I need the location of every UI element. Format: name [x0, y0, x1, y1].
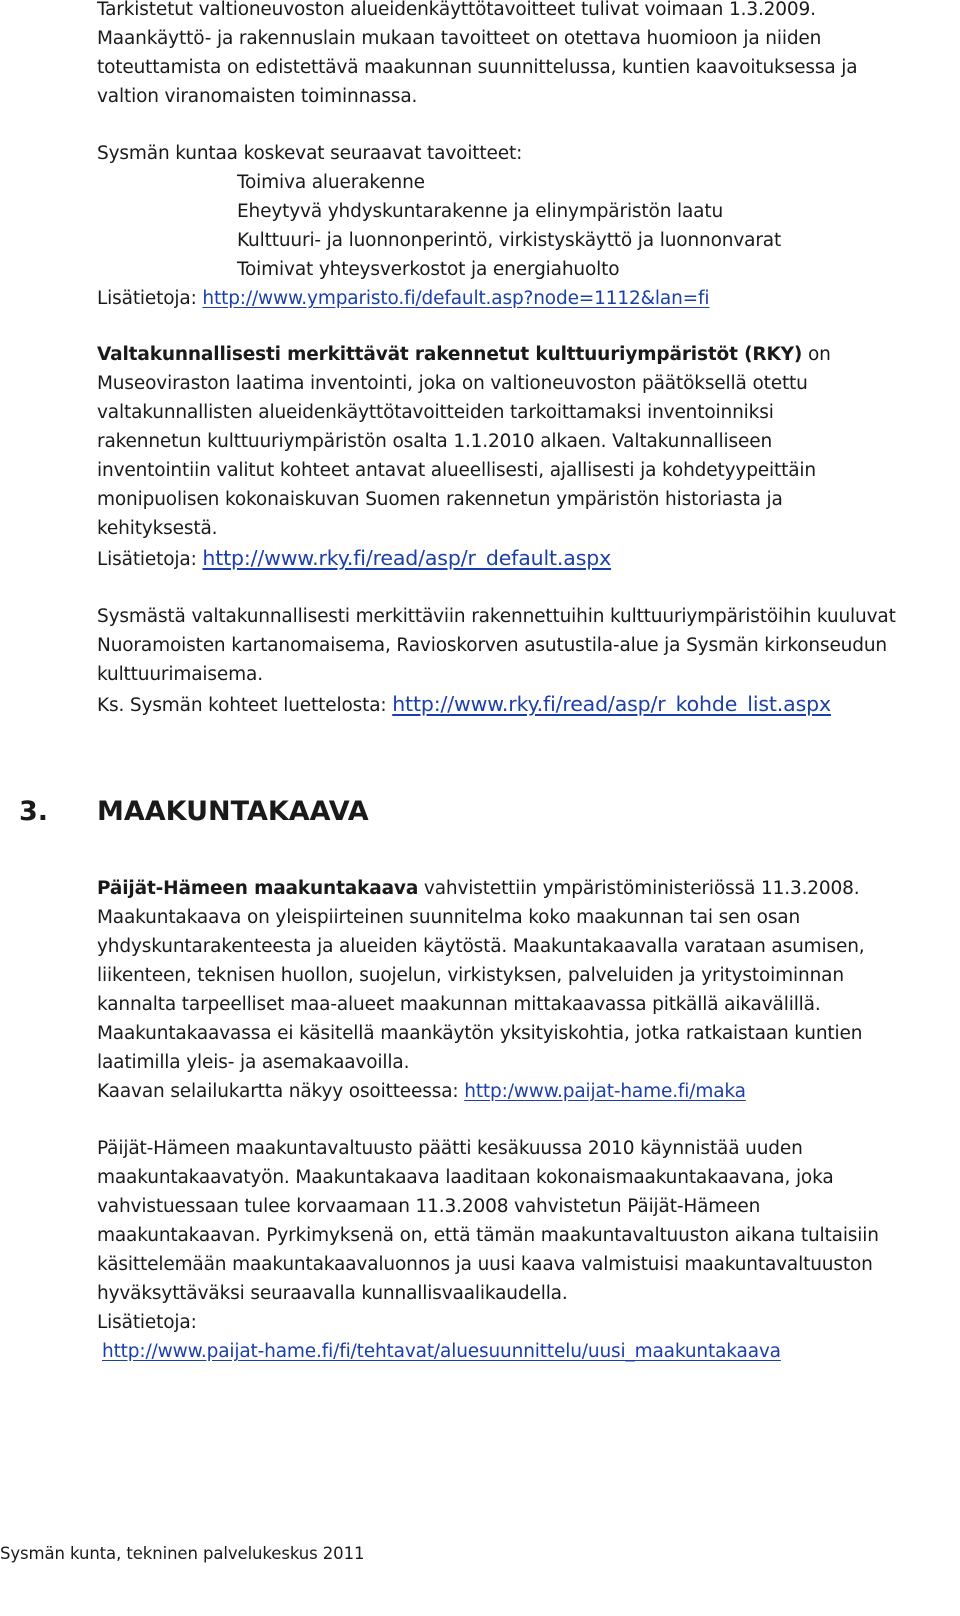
section-number: 3. — [19, 796, 49, 827]
goals-more-info — [97, 286, 709, 312]
rky-line-6: monipuolisen kokonaiskuvan Suomen rakennetun ympäristön historiasta ja — [97, 489, 783, 510]
uusi-maakuntakaava-link[interactable]: http://www.paijat-hame.fi/fi/tehtavat/aluesuunnittelu/uusi_maakuntakaava — [102, 1341, 781, 1362]
new-plan-line-1: Päijät-Hämeen maakuntavaltuusto päätti kesäkuussa 2010 käynnistää uuden — [97, 1138, 803, 1159]
new-plan-line-3: vahvistuessaan tulee korvaamaan 11.3.2008 vahvistetun Päijät-Hämeen — [97, 1196, 761, 1217]
new-plan-line-6: hyväksyttäväksi seuraavalla kunnallisvaalikaudella. — [97, 1283, 568, 1304]
maakuntakaava-line-6: Maakuntakaavassa ei käsitellä maankäytön yksityiskohtia, jotka ratkaistaan kuntien — [97, 1023, 863, 1044]
maakuntakaava-map — [97, 1079, 746, 1105]
intro-line-1: Tarkistetut valtioneuvoston alueidenkäyttötavoitteet tulivat voimaan 1.3.2009. — [97, 0, 816, 20]
intro-line-3: toteuttamista on edistettävä maakunnan suunnittelussa, kuntien kaavoituksessa ja — [97, 57, 858, 78]
rky-line-2: Museoviraston laatima inventointi, joka on valtioneuvoston päätöksellä otettu — [97, 373, 808, 394]
rky-line-3: valtakunnallisten alueidenkäyttötavoitteiden tarkoittamaksi inventoinniksi — [97, 402, 774, 423]
new-plan-line-4: maakuntakaavan. Pyrkimyksenä on, että tämän maakuntavaltuuston aikana tultaisiin — [97, 1225, 879, 1246]
rky-first-line — [97, 342, 831, 368]
sysma-rky-line-3: kulttuurimaisema. — [97, 664, 263, 685]
new-plan-more-label: Lisätietoja: — [97, 1312, 197, 1333]
intro-line-2: Maankäyttö- ja rakennuslain mukaan tavoitteet on otettava huomioon ja niiden — [97, 28, 822, 49]
goal-item: Toimiva aluerakenne — [237, 172, 425, 193]
more-info-label: Lisätietoja: — [97, 288, 197, 309]
rky-kohde-list-link[interactable]: http://www.rky.fi/read/asp/r_kohde_list.aspx — [392, 692, 831, 716]
sysma-rky-line-2: Nuoramoisten kartanomaisema, Ravioskorven asutustila-alue ja Sysmän kirkonseudun — [97, 635, 888, 656]
rky-title: Valtakunnallisesti merkittävät rakennetut kulttuuriympäristöt (RKY) — [97, 344, 803, 365]
intro-line-4: valtion viranomaisten toiminnassa. — [97, 86, 418, 107]
goal-item: Kulttuuri- ja luonnonperintö, virkistyskäyttö ja luonnonvarat — [237, 230, 782, 251]
new-plan-line-5: käsittelemään maakuntakaavaluonnos ja uusi kaava valmistuisi maakuntavaltuuston — [97, 1254, 873, 1275]
maakuntakaava-line-2: Maakuntakaava on yleispiirteinen suunnitelma koko maakunnan tai sen osan — [97, 907, 801, 928]
sysma-rky-list — [97, 691, 831, 719]
maakuntakaava-line-4: liikenteen, teknisen huollon, suojelun, virkistyksen, palveluiden ja yritystoiminnan — [97, 965, 844, 986]
map-label: Kaavan selailukartta näkyy osoitteessa: — [97, 1081, 459, 1102]
maakuntakaava-line-7: laatimilla yleis- ja asemakaavoilla. — [97, 1052, 410, 1073]
ymparisto-link[interactable]: http://www.ymparisto.fi/default.asp?node=1112&lan=fi — [202, 288, 710, 309]
maka-link[interactable]: http:/www.paijat-hame.fi/maka — [464, 1081, 746, 1102]
maakuntakaava-first-line — [97, 876, 860, 902]
maakuntakaava-line-3: yhdyskuntarakenteesta ja alueiden käytöstä. Maakuntakaavalla varataan asumisen, — [97, 936, 865, 957]
rky-line-4: rakennetun kulttuuriympäristön osalta 1.1.2010 alkaen. Valtakunnalliseen — [97, 431, 773, 452]
goal-item: Toimivat yhteysverkostot ja energiahuolto — [237, 259, 620, 280]
rky-line-7: kehityksestä. — [97, 518, 218, 539]
rky-default-link[interactable]: http://www.rky.fi/read/asp/r_default.aspx — [202, 546, 612, 570]
maakuntakaava-line-5: kannalta tarpeelliset maa-alueet maakunnan mittakaavassa pitkällä aikavälillä. — [97, 994, 821, 1015]
rky-line-5: inventointiin valitut kohteet antavat alueellisesti, ajallisesti ja kohdetyypeittäin — [97, 460, 816, 481]
rky-more-info — [97, 545, 611, 573]
goal-item: Eheytyvä yhdyskuntarakenne ja elinympäristön laatu — [237, 201, 724, 222]
maakuntakaava-title: Päijät-Hämeen maakuntakaava — [97, 878, 419, 899]
page-footer: Sysmän kunta, tekninen palvelukeskus 2011 — [0, 1544, 365, 1563]
new-plan-line-2: maakuntakaavatyön. Maakuntakaava laaditaan kokonaismaakuntakaavana, joka — [97, 1167, 834, 1188]
new-plan-link-line — [102, 1339, 781, 1365]
maakuntakaava-first-tail: vahvistettiin ympäristöministeriössä 11.3.2008. — [418, 878, 860, 899]
goals-intro: Sysmän kuntaa koskevat seuraavat tavoitteet: — [97, 143, 523, 164]
list-label: Ks. Sysmän kohteet luettelosta: — [97, 695, 387, 716]
more-info-label: Lisätietoja: — [97, 549, 197, 570]
rky-first-tail: on — [802, 344, 831, 365]
section-heading — [0, 790, 960, 834]
section-title: MAAKUNTAKAAVA — [97, 796, 369, 827]
sysma-rky-line-1: Sysmästä valtakunnallisesti merkittäviin rakennettuihin kulttuuriympäristöihin kuuluvat — [97, 606, 896, 627]
